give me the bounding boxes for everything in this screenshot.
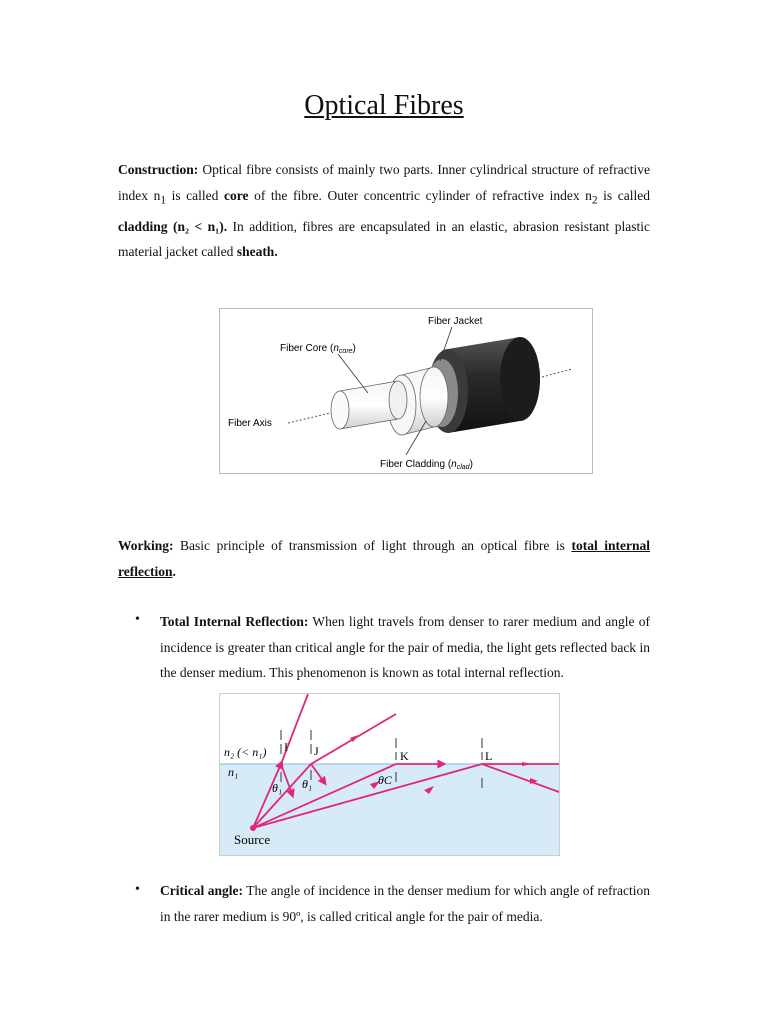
critical-angle-text: The angle of incidence in the denser medium for which angle of refraction in the rarer medium is 90º, is called critical angle for the pair of media. xyxy=(160,883,650,924)
theta1-label-a: θ₁ xyxy=(272,781,283,795)
tir-bullet-label: Total Internal Reflection: xyxy=(160,614,309,629)
fibre-structure-figure xyxy=(219,308,593,474)
n1-label: n₁ xyxy=(228,765,239,779)
construction-label: Construction: xyxy=(118,162,199,177)
tir-bullet-paragraph xyxy=(160,609,650,686)
core-term: core xyxy=(224,187,249,203)
source-label: Source xyxy=(234,832,271,847)
thetac-label: θC xyxy=(378,773,392,787)
fiber-core-label: Fiber Core $(n_{core})$ xyxy=(280,343,356,355)
label-i: I xyxy=(284,740,288,754)
working-paragraph xyxy=(118,533,650,584)
working-text: Basic principle of transmission of light through an optical fibre is xyxy=(173,538,572,553)
construction-paragraph xyxy=(118,157,650,265)
bullet-dot: • xyxy=(135,612,140,627)
construction-text: is called xyxy=(165,187,224,203)
label-k: K xyxy=(400,749,409,763)
page-title: Optical Fibres xyxy=(304,90,464,121)
fiber-axis-line xyxy=(288,413,330,423)
subscript: 2 xyxy=(591,194,598,207)
tir-bullet-text: When light travels from denser to rarer medium and angle of incidence is greater than critical angle for the pair of media, the light gets reflected back in the denser medium. This phenomenon is known as total internal reflection. xyxy=(160,614,651,680)
sheath-term: sheath. xyxy=(236,244,278,260)
fiber-jacket-label: Fiber Jacket xyxy=(428,316,483,327)
critical-angle-label: Critical angle: xyxy=(160,883,244,898)
cladding-term: cladding (n₂ < n₁). xyxy=(118,218,228,234)
label-l: L xyxy=(485,749,493,763)
construction-text: In addition, fibres are encapsulated in an elastic, abrasion resistant plastic material jacket called xyxy=(118,218,651,260)
construction-text: is called xyxy=(597,187,650,203)
theta1-label-b: θ₁ xyxy=(302,777,313,791)
construction-text: Optical fibre consists of mainly two parts. Inner cylindrical structure of refractive index n xyxy=(118,162,650,203)
n2-label: n₂ (< n₁) xyxy=(224,745,267,759)
fiber-axis-label: Fiber Axis xyxy=(228,418,272,429)
source-point xyxy=(250,825,256,831)
tir-term: total internal xyxy=(571,538,650,553)
fiber-cladding-label: Fiber Cladding $(n_{clad})$ xyxy=(380,459,473,471)
tir-term: reflection xyxy=(118,563,173,579)
subscript: 1 xyxy=(160,194,166,207)
construction-text: of the fibre. Outer concentric cylinder of refractive index n xyxy=(248,187,592,203)
bullet-dot: • xyxy=(135,882,140,897)
working-end: . xyxy=(172,563,176,579)
tir-figure xyxy=(219,693,560,856)
critical-angle-paragraph xyxy=(160,878,650,929)
working-label: Working: xyxy=(118,538,174,553)
label-j: J xyxy=(314,744,319,758)
